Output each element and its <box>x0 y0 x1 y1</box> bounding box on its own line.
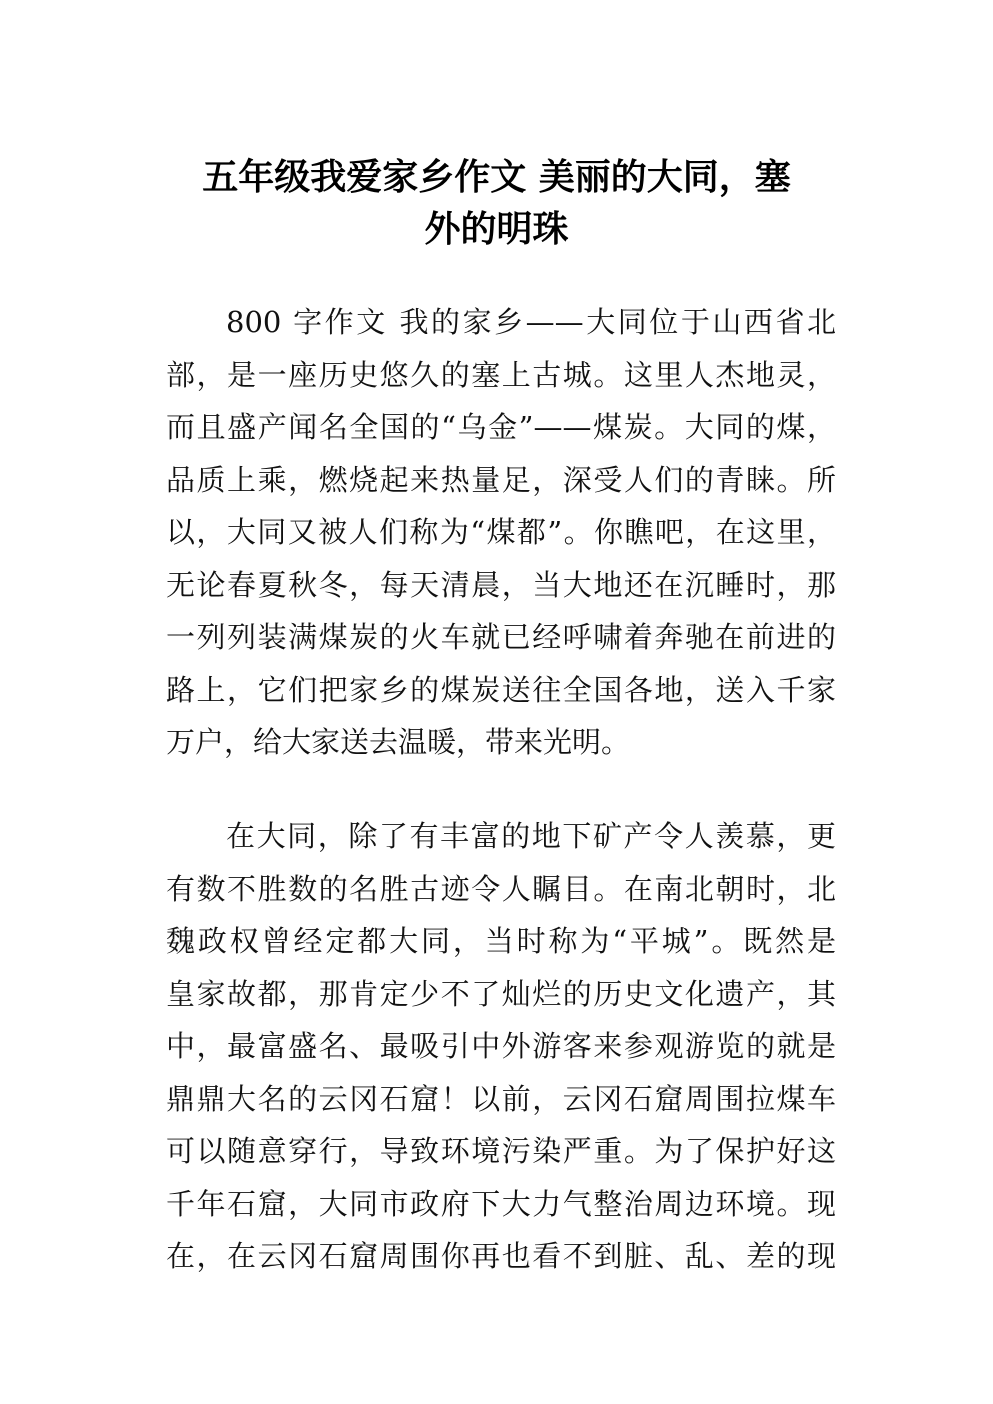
paragraph-line: 品质上乘，燃烧起来热量足，深受人们的青睐。所 <box>166 462 836 497</box>
paragraph-line: 中，最富盛名、最吸引中外游客来参观游览的就是 <box>166 1029 836 1063</box>
paragraph-line: 魏政权曾经定都大同，当时称为“平城”。既然是 <box>166 924 836 958</box>
paragraph-line: 鼎鼎大名的云冈石窟！以前，云冈石窟周围拉煤车 <box>166 1081 836 1116</box>
paragraph-line: 在大同，除了有丰富的地下矿产令人羡慕，更 <box>226 819 836 853</box>
paragraph-2 <box>166 810 836 1283</box>
paragraph-line: 以，大同又被人们称为“煤都”。你瞧吧，在这里， <box>166 515 836 549</box>
paragraph-line: 有数不胜数的名胜古迹令人瞩目。在南北朝时，北 <box>166 871 836 906</box>
title-line-2: 外的明珠 <box>424 209 569 251</box>
paragraph-line: 部，是一座历史悠久的塞上古城。这里人杰地灵， <box>166 357 836 392</box>
paragraph-line: 在，在云冈石窟周围你再也看不到脏、乱、差的现 <box>166 1239 836 1273</box>
paragraph-line: 路上，它们把家乡的煤炭送往全国各地，送入千家 <box>166 672 836 707</box>
paragraph-line: 无论春夏秋冬，每天清晨，当大地还在沉睡时，那 <box>166 567 836 602</box>
title-line-1: 五年级我爱家乡作文 美丽的大同，塞 <box>202 157 791 199</box>
paragraph-line: 可以随意穿行，导致环境污染严重。为了保护好这 <box>166 1134 836 1168</box>
paragraph-line: 800 字作文 我的家乡——大同位于山西省北 <box>226 305 836 339</box>
paragraph-line: 一列列装满煤炭的火车就已经呼啸着奔驰在前进的 <box>166 620 836 654</box>
document-title <box>160 152 833 256</box>
paragraph-line: 而且盛产闻名全国的“乌金”——煤炭。大同的煤， <box>166 410 836 444</box>
paragraph-line: 万户，给大家送去温暖，带来光明。 <box>166 725 631 759</box>
paragraph-line: 千年石窟，大同市政府下大力气整治周边环境。现 <box>166 1186 836 1221</box>
paragraph-line: 皇家故都，那肯定少不了灿烂的历史文化遗产，其 <box>166 976 836 1011</box>
paragraph-1 <box>166 296 836 769</box>
